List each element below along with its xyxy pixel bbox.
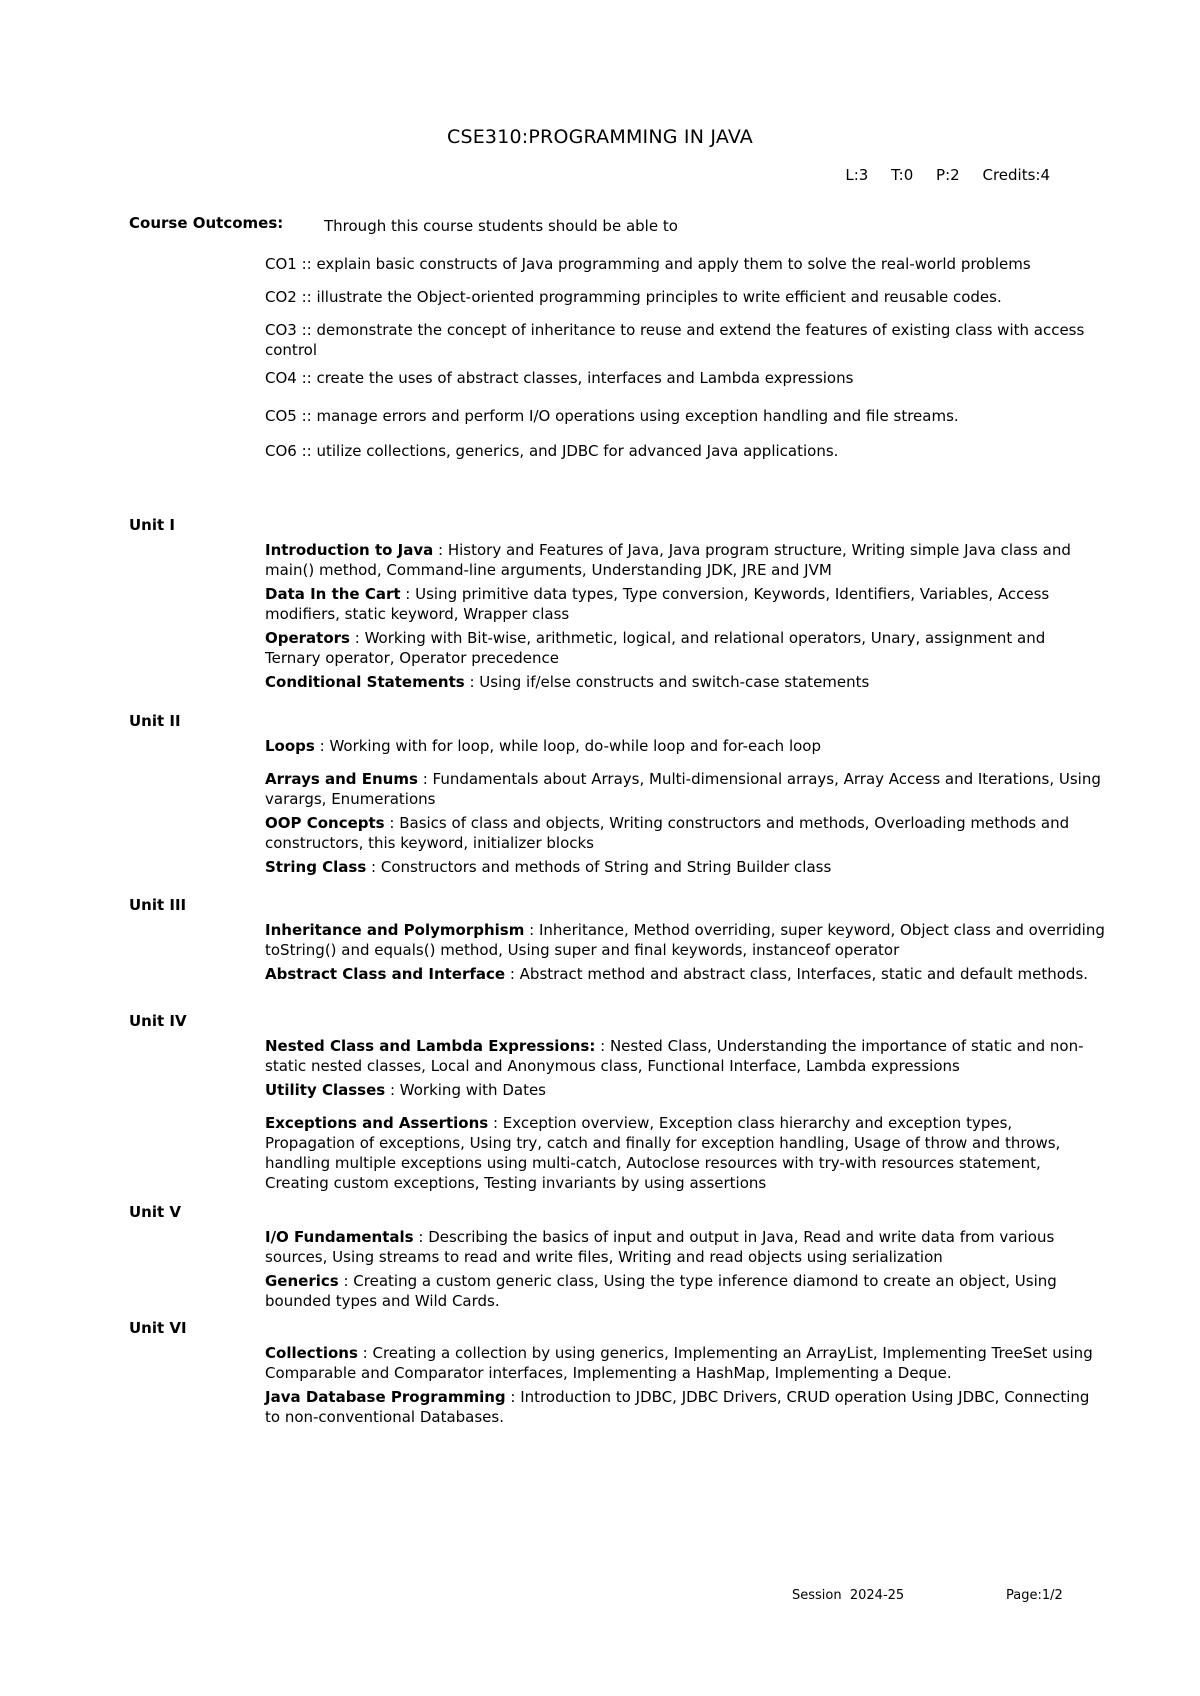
topic-separator: : — [349, 629, 365, 647]
topic-heading: Arrays and Enums — [265, 770, 418, 788]
lecture-hours: L:3 — [845, 166, 869, 184]
unit-topics — [265, 540, 1105, 692]
document-title: CSE310:PROGRAMMING IN JAVA — [446, 126, 754, 148]
course-outcome-item: CO6 :: utilize collections, generics, and JDBC for advanced Java applications. — [265, 442, 839, 460]
topic-heading: Utility Classes — [265, 1081, 386, 1099]
topic — [265, 964, 1105, 984]
topic-body: Fundamentals about Arrays, Multi-dimensional arrays, Array Access and Iterations, Using varargs, Enumerations — [265, 770, 1101, 808]
credits: Credits:4 — [982, 166, 1050, 184]
topic — [265, 1387, 1105, 1427]
topic-heading: Conditional Statements — [265, 673, 465, 691]
unit-label: Unit VI — [129, 1319, 187, 1337]
topic-heading: Inheritance and Polymorphism — [265, 921, 525, 939]
topic-separator: : — [338, 1272, 354, 1290]
topic-body: Working with Bit-wise, arithmetic, logical, and relational operators, Unary, assignment and Ternary operator, Operator precedence — [265, 629, 1046, 667]
topic — [265, 584, 1105, 624]
topic-heading: Collections — [265, 1344, 358, 1362]
topic — [265, 1080, 1105, 1100]
topic-body: Constructors and methods of String and String Builder class — [380, 858, 832, 876]
topic-heading: Operators — [265, 629, 350, 647]
ltp-credits — [845, 166, 1050, 184]
course-outcome-item: CO1 :: explain basic constructs of Java programming and apply them to solve the real-world problems — [265, 255, 1031, 273]
topic-body: Inheritance, Method overriding, super keyword, Object class and overriding toString() and equals() method, Using super and final keywords, instanceof operator — [265, 921, 1105, 959]
topic — [265, 672, 1105, 692]
tutorial-hours: T:0 — [891, 166, 914, 184]
topic-heading: Abstract Class and Interface — [265, 965, 506, 983]
course-outcomes-label: Course Outcomes: — [129, 214, 284, 232]
topic-separator: : — [357, 1344, 373, 1362]
course-outcome-item: CO4 :: create the uses of abstract classes, interfaces and Lambda expressions — [265, 369, 854, 387]
topic — [265, 920, 1105, 960]
unit-label: Unit III — [129, 896, 187, 914]
unit-topics — [265, 1036, 1105, 1193]
topic-separator: : — [417, 770, 433, 788]
course-outcome-item: CO2 :: illustrate the Object-oriented programming principles to write efficient and reusable codes. — [265, 288, 1002, 306]
topic-separator: : — [464, 673, 480, 691]
unit-topics — [265, 1227, 1105, 1311]
course-outcomes-intro: Through this course students should be able to — [324, 217, 678, 235]
topic-heading: Introduction to Java — [265, 541, 434, 559]
topic-separator: : — [366, 858, 381, 876]
unit-label: Unit II — [129, 712, 181, 730]
topic-separator: : — [505, 1388, 521, 1406]
topic-separator: : — [433, 541, 448, 559]
topic-heading: Loops — [265, 737, 315, 755]
topic-heading: Generics — [265, 1272, 339, 1290]
topic — [265, 1343, 1105, 1383]
topic-separator: : — [524, 921, 539, 939]
topic-body: Describing the basics of input and output in Java, Read and write data from various sources, Using streams to read and write files, Writing and read objects using serialization — [265, 1228, 1055, 1266]
topic — [265, 540, 1105, 580]
unit-label: Unit IV — [129, 1012, 187, 1030]
topic-heading: OOP Concepts — [265, 814, 385, 832]
topic-separator: : — [488, 1114, 503, 1132]
topic-body: Exception overview, Exception class hierarchy and exception types, Propagation of exceptions, Using try, catch and finally for exception handling, Usage of throw and throws, handling multiple exceptions using multi-catch, Autoclose resources with try-with resources statement, Creating custom exceptions, Testing invariants by using assertions — [265, 1114, 1061, 1192]
topic-body: History and Features of Java, Java program structure, Writing simple Java class and main() method, Command-line arguments, Understanding JDK, JRE and JVM — [265, 541, 1071, 579]
topic-heading: Data In the Cart — [265, 585, 401, 603]
topic-body: Basics of class and objects, Writing constructors and methods, Overloading methods and constructors, this keyword, initializer blocks — [265, 814, 1070, 852]
topic — [265, 628, 1105, 668]
topic-heading: Nested Class and Lambda Expressions: — [265, 1037, 596, 1055]
page-number: Page:1/2 — [1006, 1588, 1063, 1603]
course-outcome-item: CO5 :: manage errors and perform I/O operations using exception handling and file streams. — [265, 407, 959, 425]
unit-topics — [265, 1343, 1105, 1427]
unit-topics — [265, 920, 1105, 984]
topic — [265, 1271, 1105, 1311]
topic-body: Creating a custom generic class, Using the type inference diamond to create an object, Using bounded types and Wild Cards. — [265, 1272, 1057, 1310]
topic-body: Creating a collection by using generics, Implementing an ArrayList, Implementing TreeSet using Comparable and Comparator interfaces, Implementing a HashMap, Implementing a Deque. — [265, 1344, 1093, 1382]
session-footer: Session 2024-25 — [792, 1588, 905, 1603]
unit-label: Unit I — [129, 516, 175, 534]
practical-hours: P:2 — [936, 166, 960, 184]
topic — [265, 1227, 1105, 1267]
topic-body: Working with Dates — [399, 1081, 546, 1099]
topic-separator: : — [413, 1228, 429, 1246]
topic — [265, 1036, 1105, 1076]
topic-heading: String Class — [265, 858, 367, 876]
unit-label: Unit V — [129, 1203, 182, 1221]
topic-heading: Exceptions and Assertions — [265, 1114, 489, 1132]
topic — [265, 769, 1105, 809]
topic-body: Abstract method and abstract class, Interfaces, static and default methods. — [519, 965, 1089, 983]
topic — [265, 857, 1105, 877]
course-outcomes-list — [265, 254, 1085, 461]
topic-heading: Java Database Programming — [265, 1388, 506, 1406]
topic-separator: : — [505, 965, 520, 983]
topic-separator: : — [400, 585, 416, 603]
topic-heading: I/O Fundamentals — [265, 1228, 414, 1246]
topic-separator: : — [384, 814, 400, 832]
unit-topics — [265, 736, 1105, 877]
topic-separator: : — [595, 1037, 610, 1055]
topic-body: Working with for loop, while loop, do-while loop and for-each loop — [329, 737, 821, 755]
topic-body: Using primitive data types, Type conversion, Keywords, Identifiers, Variables, Access modifiers, static keyword, Wrapper class — [265, 585, 1050, 623]
topic — [265, 736, 1105, 756]
topic — [265, 1113, 1105, 1193]
course-outcome-item: CO3 :: demonstrate the concept of inheritance to reuse and extend the features of existing class with access control — [265, 321, 1085, 359]
topic-separator: : — [314, 737, 330, 755]
topic-body: Using if/else constructs and switch-case statements — [479, 673, 870, 691]
topic-separator: : — [385, 1081, 400, 1099]
topic — [265, 813, 1105, 853]
topic-body: Introduction to JDBC, JDBC Drivers, CRUD operation Using JDBC, Connecting to non-conventional Databases. — [265, 1388, 1090, 1426]
topic-body: Nested Class, Understanding the importance of static and non-static nested classes, Local and Anonymous class, Functional Interface, Lambda expressions — [265, 1037, 1084, 1075]
